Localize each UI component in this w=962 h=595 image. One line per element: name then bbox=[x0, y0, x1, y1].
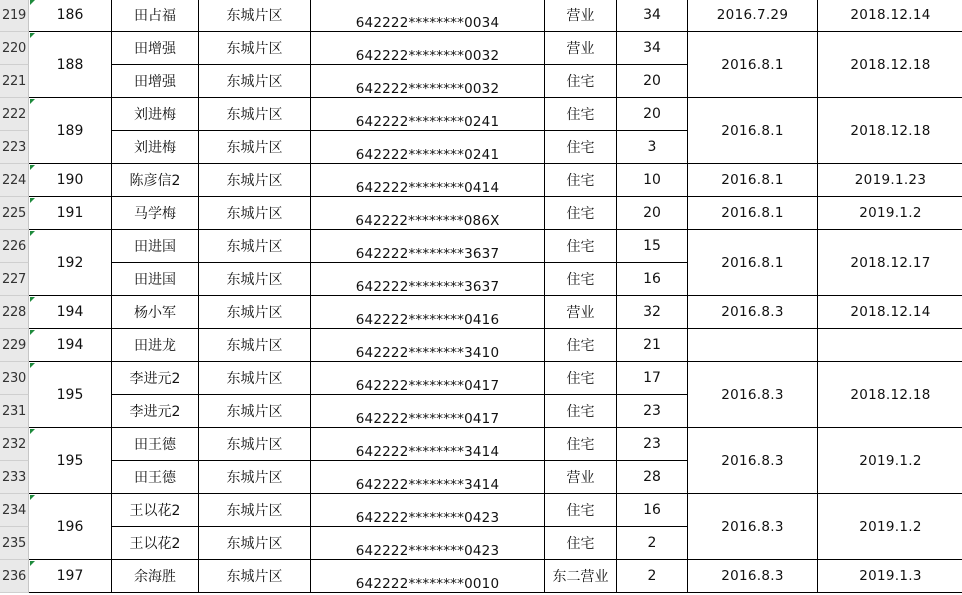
cell-seq[interactable]: 195 bbox=[29, 362, 112, 428]
row-header[interactable]: 219 bbox=[0, 0, 29, 32]
row-header[interactable]: 233 bbox=[0, 461, 29, 494]
cell-start-date[interactable]: 2016.8.3 bbox=[688, 362, 818, 428]
cell-id-no[interactable]: 642222********0241 bbox=[311, 131, 545, 164]
cell-area[interactable]: 10 bbox=[617, 164, 688, 197]
cell-district[interactable]: 东城片区 bbox=[199, 32, 311, 65]
cell-start-date[interactable]: 2016.8.3 bbox=[688, 428, 818, 494]
cell-end-date[interactable]: 2019.1.2 bbox=[818, 494, 962, 560]
cell-district[interactable]: 东城片区 bbox=[199, 527, 311, 560]
cell-seq[interactable]: 188 bbox=[29, 32, 112, 98]
cell-area[interactable]: 15 bbox=[617, 230, 688, 263]
comment-marker-icon bbox=[30, 198, 35, 203]
cell-type[interactable]: 住宅 bbox=[545, 164, 617, 197]
cell-id-no[interactable]: 642222********086X bbox=[311, 197, 545, 230]
cell-district[interactable]: 东城片区 bbox=[199, 362, 311, 395]
cell-seq[interactable]: 195 bbox=[29, 428, 112, 494]
cell-district[interactable]: 东城片区 bbox=[199, 197, 311, 230]
cell-name[interactable]: 李进元2 bbox=[112, 362, 199, 395]
cell-district[interactable]: 东城片区 bbox=[199, 428, 311, 461]
cell-id-no[interactable]: 642222********0032 bbox=[311, 65, 545, 98]
cell-name[interactable]: 刘进梅 bbox=[112, 98, 199, 131]
cell-district[interactable]: 东城片区 bbox=[199, 131, 311, 164]
cell-seq[interactable]: 196 bbox=[29, 494, 112, 560]
comment-marker-icon bbox=[30, 495, 35, 500]
cell-type[interactable]: 营业 bbox=[545, 461, 617, 494]
cell-district[interactable]: 东城片区 bbox=[199, 329, 311, 362]
cell-district[interactable]: 东城片区 bbox=[199, 494, 311, 527]
row-header[interactable]: 231 bbox=[0, 395, 29, 428]
cell-district[interactable]: 东城片区 bbox=[199, 230, 311, 263]
cell-type[interactable]: 住宅 bbox=[545, 230, 617, 263]
cell-name[interactable]: 余海胜 bbox=[112, 560, 199, 593]
cell-end-date[interactable]: 2018.12.18 bbox=[818, 98, 962, 164]
cell-start-date[interactable]: 2016.8.3 bbox=[688, 560, 818, 593]
cell-area[interactable]: 23 bbox=[617, 395, 688, 428]
cell-type[interactable]: 住宅 bbox=[545, 362, 617, 395]
cell-start-date[interactable]: 2016.7.29 bbox=[688, 0, 818, 32]
cell-id-no[interactable]: 642222********3414 bbox=[311, 428, 545, 461]
cell-name[interactable]: 田增强 bbox=[112, 65, 199, 98]
row-header[interactable]: 221 bbox=[0, 65, 29, 98]
cell-district[interactable]: 东城片区 bbox=[199, 461, 311, 494]
row-header[interactable]: 236 bbox=[0, 560, 29, 593]
cell-name[interactable]: 刘进梅 bbox=[112, 131, 199, 164]
cell-area[interactable]: 34 bbox=[617, 32, 688, 65]
cell-end-date[interactable] bbox=[818, 329, 962, 362]
row-header[interactable]: 220 bbox=[0, 32, 29, 65]
row-header[interactable]: 232 bbox=[0, 428, 29, 461]
cell-district[interactable]: 东城片区 bbox=[199, 296, 311, 329]
cell-id-no[interactable]: 642222********0417 bbox=[311, 362, 545, 395]
cell-start-date[interactable] bbox=[688, 329, 818, 362]
row-header[interactable]: 235 bbox=[0, 527, 29, 560]
cell-id-no[interactable]: 642222********0034 bbox=[311, 0, 545, 32]
cell-end-date[interactable]: 2018.12.14 bbox=[818, 0, 962, 32]
cell-end-date[interactable]: 2018.12.14 bbox=[818, 296, 962, 329]
cell-id-no[interactable]: 642222********0417 bbox=[311, 395, 545, 428]
cell-name[interactable]: 田占福 bbox=[112, 0, 199, 32]
cell-type[interactable]: 营业 bbox=[545, 0, 617, 32]
cell-id-no[interactable]: 642222********3410 bbox=[311, 329, 545, 362]
comment-marker-icon bbox=[30, 429, 35, 434]
cell-type[interactable]: 住宅 bbox=[545, 263, 617, 296]
cell-seq[interactable]: 186 bbox=[29, 0, 112, 32]
cell-area[interactable]: 16 bbox=[617, 494, 688, 527]
row-header[interactable]: 222 bbox=[0, 98, 29, 131]
cell-name[interactable]: 李进元2 bbox=[112, 395, 199, 428]
cell-start-date[interactable]: 2016.8.1 bbox=[688, 230, 818, 296]
row-header[interactable]: 224 bbox=[0, 164, 29, 197]
cell-area[interactable]: 23 bbox=[617, 428, 688, 461]
cell-district[interactable]: 东城片区 bbox=[199, 560, 311, 593]
cell-type[interactable]: 住宅 bbox=[545, 131, 617, 164]
cell-district[interactable]: 东城片区 bbox=[199, 98, 311, 131]
cell-end-date[interactable]: 2019.1.23 bbox=[818, 164, 962, 197]
comment-marker-icon bbox=[30, 231, 35, 236]
row-header[interactable]: 225 bbox=[0, 197, 29, 230]
cell-start-date[interactable]: 2016.8.1 bbox=[688, 32, 818, 98]
cell-name[interactable]: 田增强 bbox=[112, 32, 199, 65]
cell-id-no[interactable]: 642222********0010 bbox=[311, 560, 545, 593]
cell-area[interactable]: 34 bbox=[617, 0, 688, 32]
cell-area[interactable]: 32 bbox=[617, 296, 688, 329]
cell-start-date[interactable]: 2016.8.1 bbox=[688, 164, 818, 197]
cell-name[interactable]: 陈彦信2 bbox=[112, 164, 199, 197]
cell-area[interactable]: 3 bbox=[617, 131, 688, 164]
comment-marker-icon bbox=[30, 330, 35, 335]
cell-id-no[interactable]: 642222********3414 bbox=[311, 461, 545, 494]
cell-name[interactable]: 田进龙 bbox=[112, 329, 199, 362]
cell-name[interactable]: 田王德 bbox=[112, 428, 199, 461]
cell-type[interactable]: 东二营业 bbox=[545, 560, 617, 593]
cell-seq[interactable]: 192 bbox=[29, 230, 112, 296]
cell-area[interactable]: 16 bbox=[617, 263, 688, 296]
cell-type[interactable]: 营业 bbox=[545, 32, 617, 65]
cell-id-no[interactable]: 642222********0423 bbox=[311, 527, 545, 560]
cell-name[interactable]: 马学梅 bbox=[112, 197, 199, 230]
cell-id-no[interactable]: 642222********0414 bbox=[311, 164, 545, 197]
cell-end-date[interactable]: 2019.1.3 bbox=[818, 560, 962, 593]
cell-id-no[interactable]: 642222********0423 bbox=[311, 494, 545, 527]
cell-start-date[interactable]: 2016.8.1 bbox=[688, 98, 818, 164]
comment-marker-icon bbox=[30, 33, 35, 38]
cell-id-no[interactable]: 642222********0032 bbox=[311, 32, 545, 65]
cell-seq[interactable]: 197 bbox=[29, 560, 112, 593]
cell-id-no[interactable]: 642222********0416 bbox=[311, 296, 545, 329]
cell-type[interactable]: 住宅 bbox=[545, 494, 617, 527]
cell-id-no[interactable]: 642222********0241 bbox=[311, 98, 545, 131]
cell-type[interactable]: 住宅 bbox=[545, 98, 617, 131]
cell-seq[interactable]: 191 bbox=[29, 197, 112, 230]
cell-seq[interactable]: 194 bbox=[29, 329, 112, 362]
cell-name[interactable]: 田进国 bbox=[112, 263, 199, 296]
row-header[interactable]: 226 bbox=[0, 230, 29, 263]
cell-type[interactable]: 住宅 bbox=[545, 65, 617, 98]
cell-type[interactable]: 营业 bbox=[545, 296, 617, 329]
cell-type[interactable]: 住宅 bbox=[545, 395, 617, 428]
cell-district[interactable]: 东城片区 bbox=[199, 164, 311, 197]
cell-district[interactable]: 东城片区 bbox=[199, 263, 311, 296]
row-header[interactable]: 227 bbox=[0, 263, 29, 296]
cell-id-no[interactable]: 642222********3637 bbox=[311, 230, 545, 263]
cell-type[interactable]: 住宅 bbox=[545, 527, 617, 560]
cell-area[interactable]: 21 bbox=[617, 329, 688, 362]
cell-district[interactable]: 东城片区 bbox=[199, 65, 311, 98]
cell-start-date[interactable]: 2016.8.1 bbox=[688, 197, 818, 230]
cell-type[interactable]: 住宅 bbox=[545, 197, 617, 230]
cell-type[interactable]: 住宅 bbox=[545, 329, 617, 362]
cell-name[interactable]: 王以花2 bbox=[112, 527, 199, 560]
cell-name[interactable]: 王以花2 bbox=[112, 494, 199, 527]
cell-district[interactable]: 东城片区 bbox=[199, 0, 311, 32]
cell-start-date[interactable]: 2016.8.3 bbox=[688, 494, 818, 560]
row-header[interactable]: 234 bbox=[0, 494, 29, 527]
row-header[interactable]: 229 bbox=[0, 329, 29, 362]
cell-end-date[interactable]: 2019.1.2 bbox=[818, 428, 962, 494]
cell-end-date[interactable]: 2018.12.18 bbox=[818, 362, 962, 428]
comment-marker-icon bbox=[30, 99, 35, 104]
cell-start-date[interactable]: 2016.8.3 bbox=[688, 296, 818, 329]
comment-marker-icon bbox=[30, 363, 35, 368]
cell-area[interactable]: 20 bbox=[617, 197, 688, 230]
comment-marker-icon bbox=[30, 165, 35, 170]
cell-name[interactable]: 田进国 bbox=[112, 230, 199, 263]
cell-name[interactable]: 杨小军 bbox=[112, 296, 199, 329]
cell-area[interactable]: 28 bbox=[617, 461, 688, 494]
comment-marker-icon bbox=[30, 297, 35, 302]
cell-district[interactable]: 东城片区 bbox=[199, 395, 311, 428]
row-header[interactable]: 230 bbox=[0, 362, 29, 395]
cell-id-no[interactable]: 642222********3637 bbox=[311, 263, 545, 296]
row-header[interactable]: 228 bbox=[0, 296, 29, 329]
cell-area[interactable]: 2 bbox=[617, 560, 688, 593]
cell-seq[interactable]: 190 bbox=[29, 164, 112, 197]
row-header[interactable]: 223 bbox=[0, 131, 29, 164]
cell-name[interactable]: 田王德 bbox=[112, 461, 199, 494]
cell-area[interactable]: 2 bbox=[617, 527, 688, 560]
cell-seq[interactable]: 194 bbox=[29, 296, 112, 329]
comment-marker-icon bbox=[30, 561, 35, 566]
cell-area[interactable]: 20 bbox=[617, 98, 688, 131]
cell-area[interactable]: 17 bbox=[617, 362, 688, 395]
cell-end-date[interactable]: 2018.12.18 bbox=[818, 32, 962, 98]
comment-marker-icon bbox=[30, 0, 35, 5]
cell-end-date[interactable]: 2018.12.17 bbox=[818, 230, 962, 296]
cell-type[interactable]: 住宅 bbox=[545, 428, 617, 461]
cell-area[interactable]: 20 bbox=[617, 65, 688, 98]
cell-end-date[interactable]: 2019.1.2 bbox=[818, 197, 962, 230]
cell-seq[interactable]: 189 bbox=[29, 98, 112, 164]
